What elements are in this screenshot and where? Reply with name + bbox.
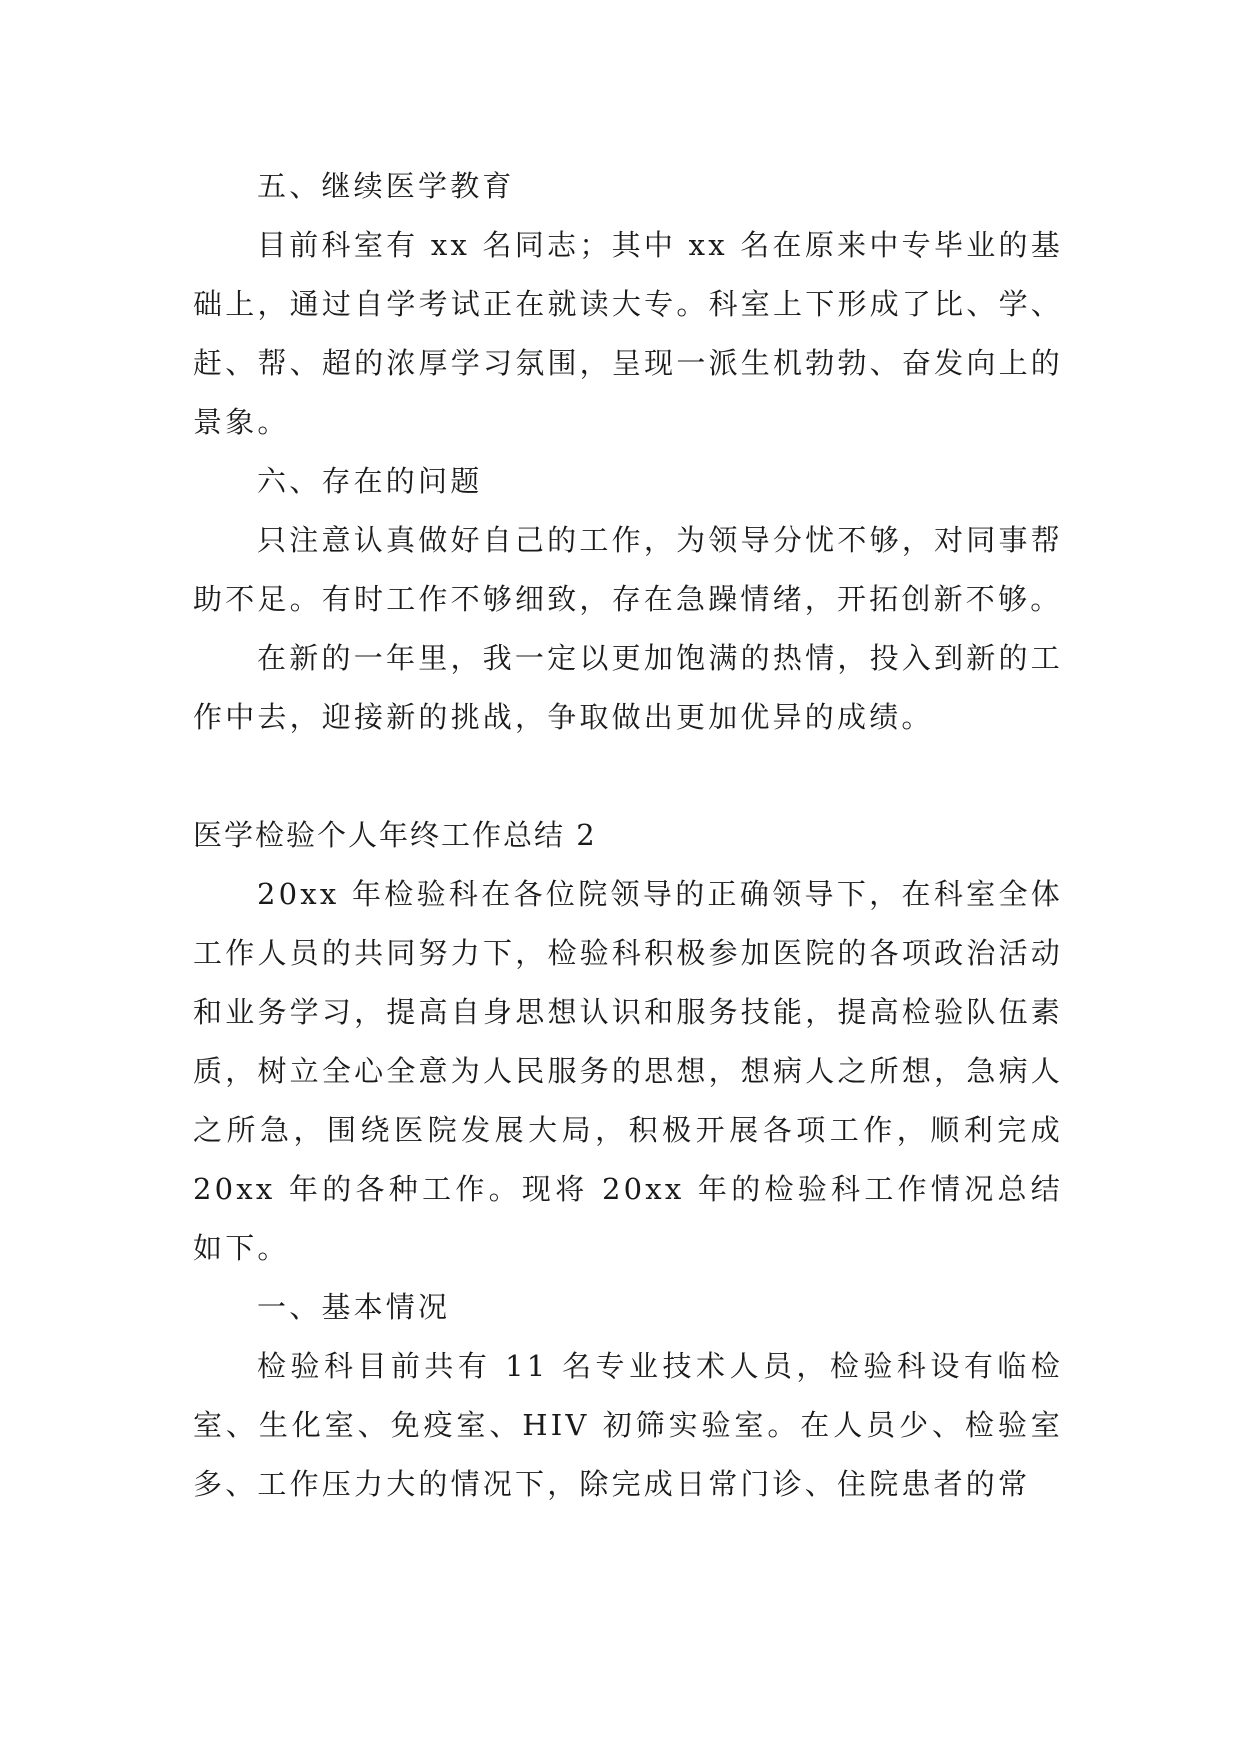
document-body bbox=[193, 157, 1063, 1514]
basic-situation-paragraph: 检验科目前共有 11 名专业技术人员，检验科设有临检室、生化室、免疫室、HIV 初筛实验室。在人员少、检验室多、工作压力大的情况下，除完成日常门诊、住院患者的常 bbox=[193, 1349, 1063, 1501]
section-six-paragraph-1: 只注意认真做好自己的工作，为领导分忧不够，对同事帮助不足。有时工作不够细致，存在急躁情绪，开拓创新不够。 bbox=[193, 523, 1063, 616]
section-five-paragraph: 目前科室有 xx 名同志；其中 xx 名在原来中专毕业的基础上，通过自学考试正在就读大专。科室上下形成了比、学、赶、帮、超的浓厚学习氛围，呈现一派生机勃勃、奋发向上的景象。 bbox=[193, 228, 1063, 439]
section-six-heading: 六、存在的问题 bbox=[257, 464, 483, 498]
basic-situation-heading: 一、基本情况 bbox=[257, 1290, 451, 1324]
summary-2-intro-paragraph: 20xx 年检验科在各位院领导的正确领导下，在科室全体工作人员的共同努力下，检验科积极参加医院的各项政治活动和业务学习，提高自身思想认识和服务技能，提高检验队伍素质，树立全心全意为人民服务的思想，想病人之所想，急病人之所急，围绕医院发展大局，积极开展各项工作，顺利完成 20xx 年的各种工作。现将 20xx 年的检验科工作情况总结如下。 bbox=[193, 877, 1063, 1265]
section-five-heading: 五、继续医学教育 bbox=[257, 169, 515, 203]
summary-2-title: 医学检验个人年终工作总结 2 bbox=[193, 818, 597, 852]
section-six-paragraph-2: 在新的一年里，我一定以更加饱满的热情，投入到新的工作中去，迎接新的挑战，争取做出更加优异的成绩。 bbox=[193, 641, 1063, 734]
